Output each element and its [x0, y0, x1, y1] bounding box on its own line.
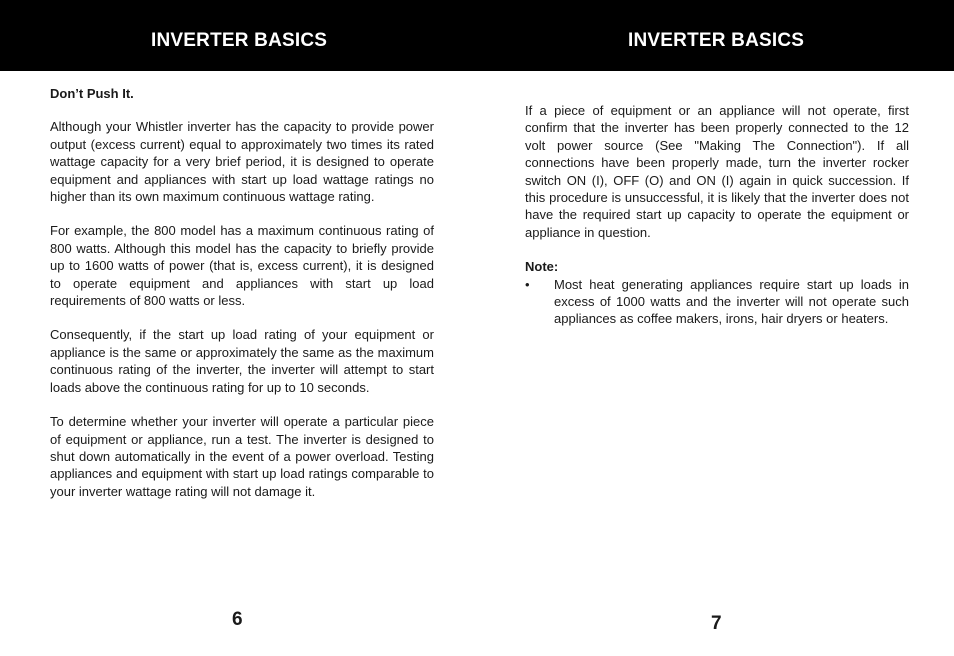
right-page-number: 7 — [711, 613, 722, 634]
left-paragraph-1: Although your Whistler inverter has the capacity to provide power output (excess current) equal to approximately two times its rated wattage capacity for a very brief period, it is designed to operate equipment and appliances with start up load wattage ratings no higher than its own maximum continuous wattage rating. — [50, 119, 434, 205]
left-paragraph-4: To determine whether your inverter will operate a particular piece of equipment or appliance, run a test. The inverter is designed to shut down automatically in the event of a power overload. Testing appliances and equipment with start up load ratings comparable to your inverter wattage rating will not damage it. — [50, 414, 434, 499]
right-page-title: INVERTER BASICS — [628, 30, 805, 51]
left-page-number: 6 — [232, 609, 243, 630]
left-page-title: INVERTER BASICS — [151, 30, 328, 51]
left-paragraph-2: For example, the 800 model has a maximum continuous rating of 800 watts. Although this model has the capacity to briefly provide up to 1600 watts of power (that is, excess current), it is designed to operate equipment and appliances with start up load requirements of 800 watts or less. — [50, 223, 434, 309]
bullet-icon: • — [525, 276, 530, 292]
section-heading: Don’t Push It. — [50, 86, 134, 101]
note-heading: Note: — [525, 259, 559, 275]
right-paragraph-1: If a piece of equipment or an appliance will not operate, first confirm that the inverter has been properly connected to the 12 volt power source (See "Making The Connection"). If all connections have been properly made, turn the inverter rocker switch ON (I), OFF (O) and ON (I) again in quick succession. If this procedure is unsuccessful, it is likely that the inverter does not have the required start up capacity to operate the equipment or appliance in question. — [525, 103, 909, 240]
right-page-content — [525, 102, 909, 328]
note-bullet-item — [525, 276, 909, 328]
left-page-content — [50, 85, 434, 517]
left-paragraph-3: Consequently, if the start up load rating of your equipment or appliance is the same or approximately the same as the maximum continuous rating of the inverter, the inverter will attempt to start loads above the continuous rating for up to 10 seconds. — [50, 327, 434, 395]
header-bar — [0, 0, 954, 71]
note-bullet-text: Most heat generating appliances require start up loads in excess of 1000 watts and the inverter will not operate such appliances as coffee makers, irons, hair dryers or heaters. — [554, 276, 909, 327]
